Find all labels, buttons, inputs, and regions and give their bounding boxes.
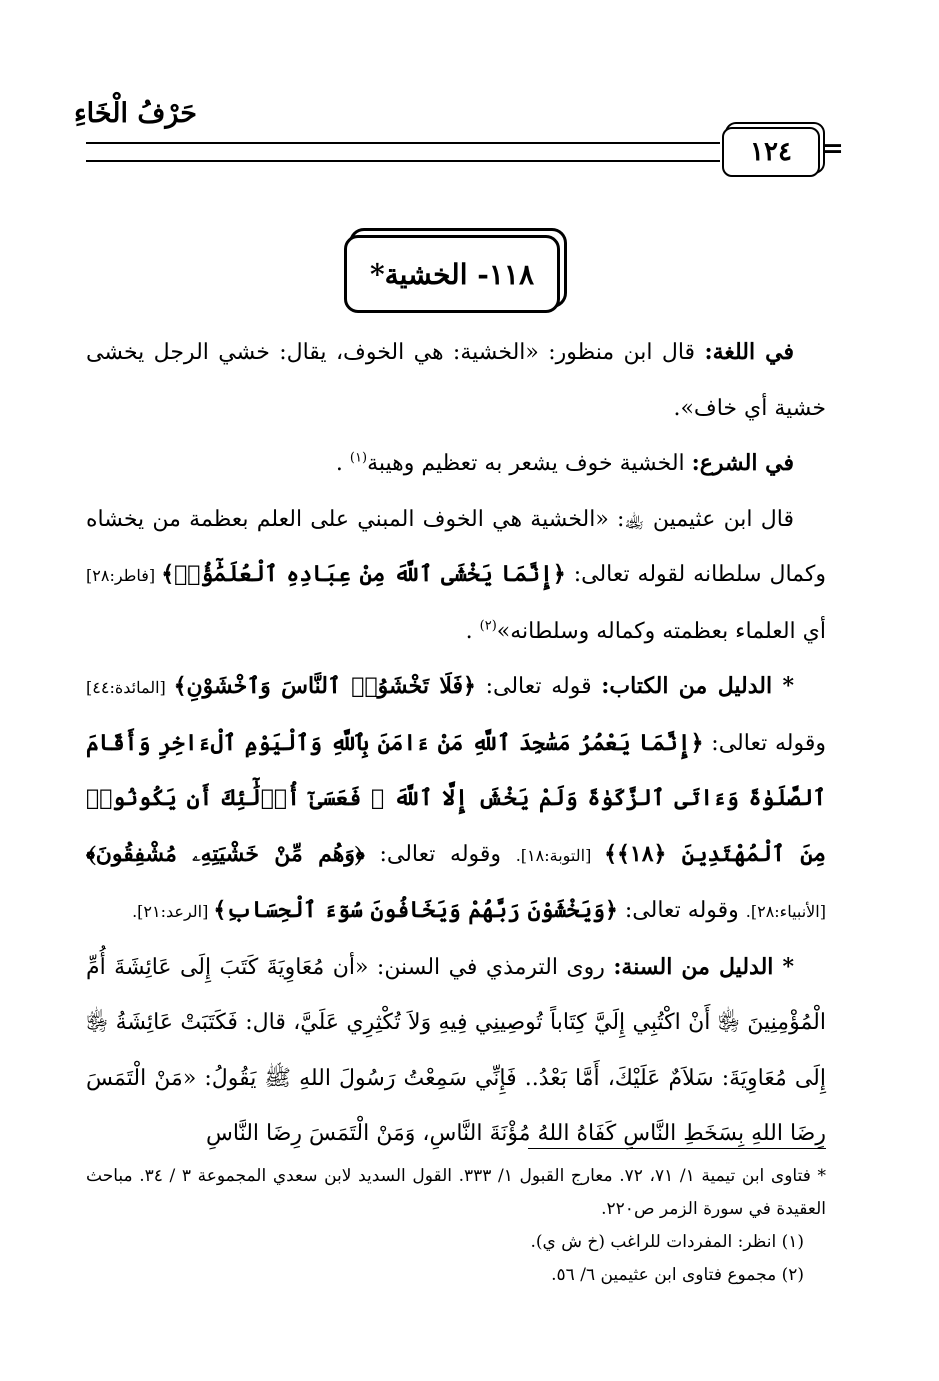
paragraph-sunnah-evidence (86, 940, 826, 1162)
paragraph-sharia (86, 436, 826, 492)
paragraph-text: . (465, 618, 480, 644)
page-number: ١٢٤ (722, 127, 820, 177)
paragraph-text: قال ابن منظور: «الخشية: هي الخوف، يقال: خشي الرجل يخشى خشية أي خاف». (86, 340, 826, 421)
verse-reference: [التوبة:١٨]. (515, 845, 605, 865)
paragraph-text: أي العلماء بعظمته وكماله وسلطانه» (496, 618, 826, 644)
footnote-1: (١) انظر: المفردات للراغب (خ ش ي). (530, 1232, 804, 1252)
footnote-ref: (١) (349, 450, 368, 466)
running-title: حَرْفُ الْخَاءِ (73, 98, 197, 129)
quran-verse: ﴿فَلَا تَخْشَوُا۟ ٱلنَّاسَ وَٱخْشَوْنِ﴾ (173, 673, 476, 699)
quran-verse: ﴿إِنَّمَا يَخْشَى ٱللَّهَ مِنْ عِبَادِهِ ٱلْعُلَمَٰٓؤُا۟﴾ (161, 561, 566, 587)
header-rule-top (86, 142, 720, 144)
verse-reference: [المائدة:٤٤] (86, 678, 174, 697)
paragraph-quran-evidence (86, 659, 826, 940)
paragraph-text: وقوله تعالى: (617, 898, 746, 923)
verse-reference: [فاطر:٢٨] (86, 566, 162, 585)
verse-reference: [الأنبياء:٢٨]. (745, 902, 826, 921)
label-sharia: في الشرع: (691, 450, 794, 476)
quran-verse: ﴿وَهُم مِّنْ خَشْيَتِهِۦ مُشْفِقُونَ﴾ (86, 840, 365, 867)
paragraph-language (86, 325, 826, 436)
entry-title: ١١٨- الخشية* (344, 235, 560, 313)
verse-reference: [الرعد:٢١]. (132, 902, 214, 921)
footnotes (86, 1160, 826, 1292)
paragraph-text: روى الترمذي في السنن: «أن مُعَاوِيَةَ كَتَبَ إِلَى عَائِشَةَ أُمِّ الْمُؤْمِنِينَ ﵂ أَنْ اكْتُبِي إِلَيَّ كِتَاباً تُوصِينِي فِيهِ وَلاَ تُكْثِرِي عَلَيَّ، قال: فَكَتَبَتْ عَائِشَةُ ﵂ إِلَى مُعَاوِيَةَ: سَلاَمٌ عَلَيْكَ، أَمَّا بَعْدُ.. فَإِنِّي سَمِعْتُ رَسُولَ اللهِ ﷺ يَقُولُ: «مَنْ الْتَمَسَ رِضَا اللهِ بِسَخَطِ النَّاسِ كَفَاهُ اللهُ مُؤْنَةَ النَّاسِ، وَمَنْ الْتَمَسَ رِضَا النَّاسِ (86, 954, 826, 1146)
paragraph-text: . (335, 451, 350, 476)
footnote-separator (528, 1148, 826, 1149)
header-rule-bottom (86, 160, 720, 162)
paragraph-text: قوله تعالى: (475, 674, 602, 699)
quran-verse: ﴿إِنَّمَا يَعْمُرُ مَسَٰجِدَ ٱللَّهِ مَنْ ءَامَنَ بِٱللَّهِ وَٱلْيَوْمِ ٱلْءَاخِرِ وَأَقَامَ ٱلصَّلَوٰةَ وَءَاتَى ٱلزَّكَوٰةَ وَلَمْ يَخْشَ إِلَّا ٱللَّهَ ۖ فَعَسَىٰٓ أُو۟لَٰٓئِكَ أَن يَكُونُوا۟ مِنَ ٱلْمُهْتَدِينَ ﴿١٨﴾﴾ (86, 729, 827, 867)
footnote-ref: (٢) (479, 618, 497, 634)
label-language: في اللغة: (704, 339, 794, 365)
header-marker: = (822, 134, 844, 164)
label-sunnah-evidence: * الدليل من السنة: (613, 953, 794, 980)
body-text (86, 325, 826, 1162)
paragraph-text: وقوله تعالى: (703, 730, 826, 756)
paragraph-ibn-uthaymin (86, 492, 826, 660)
footnote-star: * فتاوى ابن تيمية ١/ ٧١، ٧٢. معارج القبول ١/ ٣٣٣. القول السديد لابن سعدي المجموعة ٣ / ٣٤. مباحث العقيدة في سورة الزمر ص٢٢٠. (86, 1166, 826, 1219)
quran-verse: ﴿وَيَخْشَوْنَ رَبَّهُمْ وَيَخَافُونَ سُوٓءَ ٱلْحِسَابِ﴾ (213, 897, 618, 923)
footnote-2: (٢) مجموع فتاوى ابن عثيمين ٦/ ٥٦. (551, 1265, 804, 1285)
paragraph-text: وقوله تعالى: (364, 841, 516, 867)
paragraph-text: قال ابن عثيمين ﵀: «الخشية هي الخوف المبني على العلم بعظمة من يخشاه وكمال سلطانه لقوله تعالى: (86, 506, 826, 587)
label-quran-evidence: * الدليل من الكتاب: (601, 673, 794, 699)
paragraph-text: الخشية خوف يشعر به تعظيم وهيبة (367, 451, 692, 476)
